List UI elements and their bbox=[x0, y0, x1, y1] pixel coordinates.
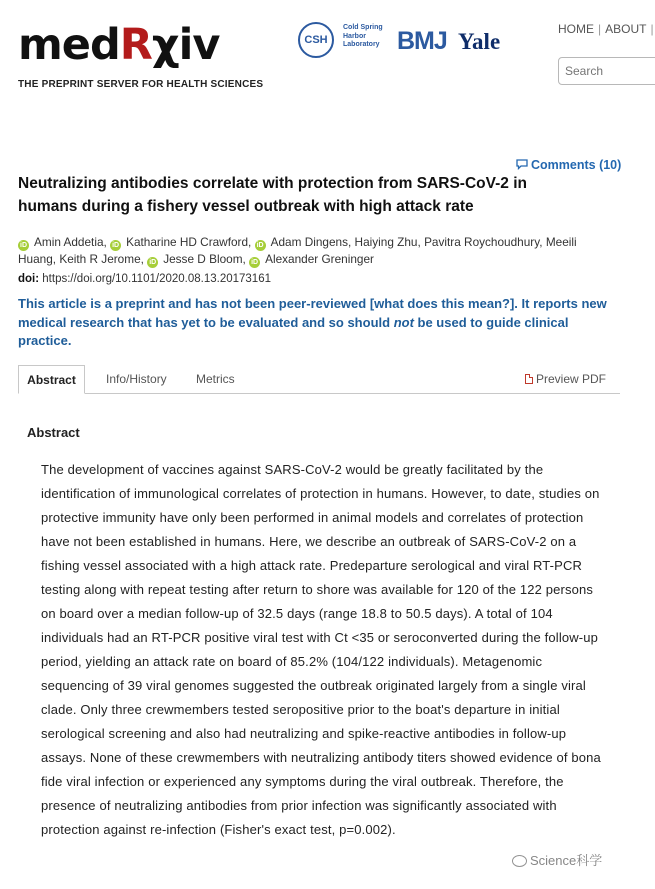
author[interactable]: Haiying Zhu bbox=[354, 235, 418, 249]
bmj-logo[interactable]: BMJ bbox=[397, 27, 447, 55]
comments-label: Comments (10) bbox=[531, 158, 622, 172]
author-list: iD Amin Addetia, iD Katharine HD Crawford, iD Adam Dingens, Haiying Zhu, Pavitra Roychoudhury, Meeili Huang, Keith R Jerome, iD Jesse D Bloom, iD Alexander Greninger bbox=[18, 235, 577, 266]
article-title: Neutralizing antibodies correlate with protection from SARS-CoV-2 in humans during a fishery vessel outbreak with high attack rate bbox=[18, 175, 527, 215]
orcid-icon[interactable]: iD bbox=[256, 242, 264, 249]
what-does-this-mean-link[interactable]: [what does this mean?] bbox=[369, 296, 515, 311]
author[interactable]: iD Katharine HD Crawford bbox=[112, 235, 249, 249]
orcid-icon[interactable]: iD bbox=[112, 242, 120, 249]
watermark: Science科学 bbox=[512, 850, 602, 869]
csh-logo-icon[interactable]: CSH bbox=[298, 22, 334, 58]
medrxiv-logo[interactable]: medRχiv bbox=[18, 20, 220, 70]
nav-separator: | bbox=[650, 22, 654, 36]
abstract-text: The development of vaccines against SARS-CoV-2 would be greatly facilitated by the identification of immunological correlates of protection in humans. However, to date, studies on protective immunity have only been performed in animal models and correlates of protection have not been established in humans. Here, we describe an outbreak of SARS-CoV-2 on a fishing vessel associated with a high attack rate. Predeparture serological and viral RT-PCR testing along with repeat testing after return to shore was available for 120 of the 122 persons on board over a median follow-up of 32.5 days (range 18.8 to 50.5 days). A total of 104 individuals had an RT-PCR positive viral test with Ct <35 or seroconverted during the follow-up period, yielding an attack rate on board of 85.2% (104/122 individuals). Metagenomic sequencing of 39 viral genomes suggested the outbreak originated largely from a single viral clade. Only three crewmembers tested seropositive prior to the boat's departure in initial serological screening and also had neutralizing and spike-reactive antibodies in follow-up assays. None of these crewmembers with neutralizing antibody titers showed evidence of bona fide viral infection or experienced any symptoms during the viral outbreak. Therefore, the presence of neutralizing antibodies from prior infection was significantly associated with protection against re-infection (Fisher's exact test, p=0.002). bbox=[41, 462, 601, 837]
search-input[interactable] bbox=[558, 57, 655, 85]
doi-link[interactable]: https://doi.org/10.1101/2020.08.13.20173161 bbox=[42, 273, 271, 285]
nav-about-link[interactable]: ABOUT bbox=[605, 22, 647, 36]
site-tagline: THE PREPRINT SERVER FOR HEALTH SCIENCES bbox=[18, 79, 264, 90]
author[interactable]: Keith R Jerome bbox=[59, 252, 141, 266]
abstract-heading: Abstract bbox=[27, 425, 80, 440]
yale-logo[interactable]: Yale bbox=[458, 29, 501, 54]
author[interactable]: Meeili Huang bbox=[18, 235, 577, 266]
orcid-icon[interactable]: iD bbox=[149, 259, 157, 266]
nav-home-link[interactable]: HOME bbox=[558, 22, 594, 36]
doi-label: doi: bbox=[18, 273, 40, 285]
author[interactable]: iD Jesse D Bloom bbox=[149, 252, 243, 266]
preview-pdf-link[interactable]: Preview PDF bbox=[525, 365, 606, 393]
author[interactable]: iD Alexander Greninger bbox=[251, 252, 374, 266]
author[interactable]: iD Adam Dingens bbox=[256, 235, 348, 249]
tab-abstract[interactable]: Abstract bbox=[18, 365, 85, 394]
pdf-file-icon bbox=[525, 374, 533, 384]
doi-line bbox=[18, 273, 271, 285]
author[interactable]: Pavitra Roychoudhury bbox=[424, 235, 540, 249]
tab-metrics[interactable]: Metrics bbox=[196, 372, 235, 386]
nav-separator: | bbox=[598, 22, 602, 36]
orcid-icon[interactable]: iD bbox=[20, 242, 27, 249]
comments-link[interactable] bbox=[516, 158, 621, 172]
tab-info-history[interactable]: Info/History bbox=[106, 372, 167, 386]
top-nav bbox=[558, 22, 655, 36]
preprint-notice: This article is a preprint and has not been peer-reviewed [what does this mean?]. It reports new medical research that has yet to be evaluated and so should not be used to guide clinical practice. bbox=[18, 296, 607, 348]
speech-bubble-icon bbox=[516, 159, 528, 170]
csh-logo-text[interactable]: Cold Spring Harbor Laboratory bbox=[343, 24, 383, 48]
orcid-icon[interactable]: iD bbox=[251, 259, 259, 266]
wechat-icon bbox=[512, 855, 527, 867]
article-tabs bbox=[18, 365, 620, 394]
author[interactable]: iD Amin Addetia bbox=[20, 235, 104, 249]
